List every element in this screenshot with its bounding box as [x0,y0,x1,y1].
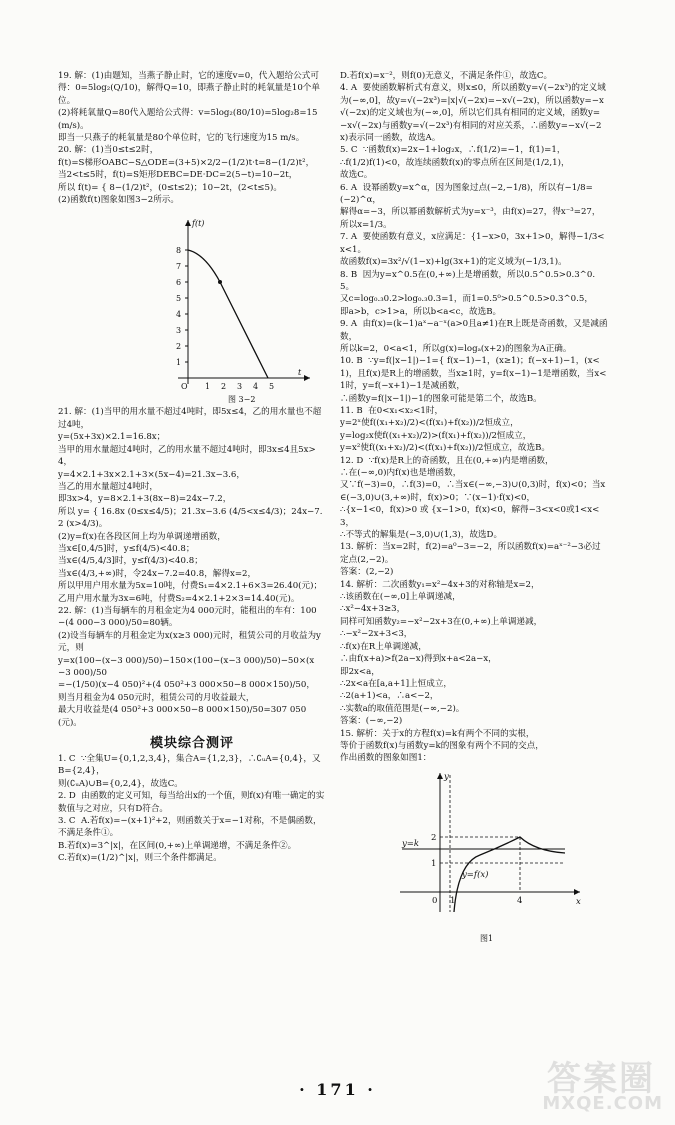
y-tick-8: 8 [176,246,182,256]
x-axis-label: t [298,368,302,378]
mc-answer-10: 10. B ∵y=f(|x−1|)−1={ f(x−1)−1，(x≥1)；f(−x+1)−1，(x<1)，且f(x)是R上的增函数，当x≥1时，y=f(x−1)−1是增函数，当x<1时，y=f(−x+1)−1是减函数， ∴函数y=f(|x−1|)−1的图象可能是第二个，故选B。 [340,356,607,404]
section-title: 模块综合测评 [149,736,234,752]
fill-answer-15: 15. 解析：关于x的方程f(x)=k有两个不同的实根， 等价于函数f(x)与函数y=k的图象有两个不同的交点， 作出函数的图象如图1： [340,728,544,764]
figure-1-caption: 图1 [480,933,494,943]
y-axis-arrow [437,773,443,779]
fill-answer-14: 14. 解析：二次函数y₁=x²−4x+3的对称轴是x=2， ∴该函数在(−∞,0]上单调递减， ∴x²−4x+3≥3， 同样可知函数y₂=−x²−2x+3在(0,+∞)上单调递减， ∴−x²−2x+3<3， ∴f(x)在R上单调递减， ∴由f(x+a)>f(2a−x)得到x+a<2a−x， 即2x<a， ∴2x<a在[a,a+1]上恒成立， ∴2(a+1)<a，∴a<−2， ∴实数a的取值范围是(−∞,−2)。 答案：(−∞,−2) [340,579,543,727]
mc-answer-7: 7. A 要使函数有意义，x应满足：{1−x>0，3x+1>0，解得−1/3<x<1。 故函数f(x)=3x²/√(1−x)+lg(3x+1)的定义域为(−1/3,1)。 [340,232,605,268]
figure-3-2-caption: 图 3−2 [228,395,256,405]
mc-answer-3: 3. C A.若f(x)=−(x+1)²+2，则函数关于x=−1对称，不是偶函数，不满足条件①。 B.若f(x)=3^|x|，在区间(0,+∞)上单调递增，不满足条件②。 C.若f(x)=(1/2)^|x|，则三个条件都满足。 [58,816,322,864]
x-axis-arrow [304,375,310,381]
watermark-line-1: 答案圈 [547,1059,655,1099]
solution-19: 19. 解：(1)由题知，当燕子静止时，它的速度v=0，代入题给公式可得：0=5log₂(Q/10)，解得Q=10，即燕子静止时的耗氧量是10个单位。 (2)将耗氧量Q=80代入题给公式得：v=5log₂(80/10)=5log₂8=15(m/s)。 即当一只燕子的耗氧量是80个单位时，它的飞行速度为15 m/s。 [58,71,320,144]
mc-answer-9: 9. A 由f(x)=(k−1)aˣ−a⁻ˣ(a>0且a≠1)在R上既是奇函数，又是减函数， 所以k=2，0<a<1，所以g(x)=logₐ(x+2)的图象为A正确。 [340,319,608,354]
page-number: · 171 · [299,1080,376,1099]
watermark-logo [517,1051,667,1119]
fig1-x-tick-4: 4 [517,895,523,906]
solution-22: 22. 解：(1)当每辆车的月租金定为4 000元时，能租出的车有：100−(4 000−3 000)/50=80辆。 (2)设当每辆车的月租金定为x(x≥3 000)元时，租赁公司的月收益为y元，则 y=x(100−(x−3 000)/50)−150×(100−(x−3 000)/50)−50×(x−3 000)/50 =−(1/50)(x−4 050)²+(4 050²+3 000×50−8 000×150)/50， 则当月租金为4 050元时，租赁公司的月收益最大， 最大月收益是(4 050²+3 000×50−8 000×150)/50=307 050(元)。 [58,605,321,728]
mc-answer-2: 2. D 由函数的定义可知，每当给出x的一个值，则f(x)有唯一确定的实数值与之对应，只有D符合。 [58,791,325,814]
fig1-label-k: y=k [402,838,420,849]
mc-answer-1: 1. C ∵全集U={0,1,2,3,4}，集合A={1,2,3}，∴∁ᵤA={0,4}，又B={2,4}， 则(∁ᵤA)∪B={0,2,4}，故选C。 [58,754,321,789]
y-tick-5: 5 [176,294,182,304]
left-column [58,70,326,865]
solution-21: 21. 解：(1)当甲的用水量不超过4吨时，即5x≤4，乙的用水量也不超过4吨， y=(5x+3x)×2.1=16.8x； 当甲的用水量超过4吨时，乙的用水量不超过4吨时，即3x≤4且5x>4， y=4×2.1+3x×2.1+3×(5x−4)=21.3x−3.6， 当乙的用水量超过4吨时， 即3x>4，y=8×2.1+3(8x−8)=24x−7.2， 所以 y= { 16.8x (0≤x≤4/5)；21.3x−3.6 (4/5<x≤4/3)；24x−7.2 (x>4/3)。 (2)y=f(x)在各段区间上均为单调递增函数， 当x∈[0,4/5]时，y≤f(4/5)<40.8； 当x∈(4/5,4/3]时，y≤f(4/3)<40.8； 当x∈(4/3,+∞)时，令24x−7.2=40.8，解得x=2， 所以甲用户用水量为5x=10吨，付费S₁=4×2.1+6×3=26.40(元)； 乙用户用水量为3x=6吨，付费S₂=4×2.1+2×3=14.40(元)。 [58,407,323,604]
mc-answer-5: 5. C ∵函数f(x)=2x−1+log₂x，∴f(1/2)=−1，f(1)=1， ∴f(1/2)f(1)<0，故连续函数f(x)的零点所在区间是(1/2,1)， 故选C。 [340,145,570,181]
x-tick-group [181,219,302,391]
mc-answer-12: 12. D ∵f(x)是R上的奇函数，且在(0,+∞)内是增函数， ∴在(−∞,0)内f(x)也是增函数， 又∵f(−3)=0，∴f(3)=0，∴当x∈(−∞,−3)∪(0,3)时，f(x)<0；当x∈(−3,0)∪(3,+∞)时，f(x)>0；∵(x−1)·f(x)<0， ∴{x−1<0，f(x)>0 或 {x−1>0，f(x)<0，解得−3<x<0或1<x<3， ∴不等式的解集是(−3,0)∪(1,3)，故选D。 [340,455,606,541]
y-axis-arrow [185,220,191,226]
fill-answer-13: 13. 解析：当x=2时，f(2)=a⁰−3=−2，所以函数f(x)=aˣ⁻²−3必过定点(2,−2)。 答案：(2,−2) [340,542,601,578]
mc-answer-8: 8. B 因为y=x^0.5在(0,+∞)上是增函数，所以0.5^0.5>0.3^0.5。 又c=log₀.₃0.2>log₀.₃0.3=1，而1=0.5⁰>0.5^0.5>0.3^0.5， 即a>b，c>1>a，所以b<a<c，故选B。 [340,269,596,317]
x-tick-2: 2 [221,382,227,392]
mc-answer-4: 4. A 要使函数解析式有意义，则x≤0，所以函数y=√(−2x³)的定义域为(−∞,0]，故y=√(−2x³)=|x|√(−2x)=−x√(−2x)，所以函数y=−x√(−2x)的定义域也为(−∞,0]，所以它们具有相同的定义域，函数y=−x√(−2x)与函数y=√(−2x³)有相同的对应关系，∴函数y=−x√(−2x)表示同一函数，故选A。 [340,83,606,144]
x-tick-5: 5 [269,382,275,392]
figure-1 [340,767,608,943]
right-column [340,70,608,943]
break-point [218,280,222,284]
x-tick-4: 4 [253,382,259,392]
function-curve [188,250,268,378]
y-tick-7: 7 [176,262,182,272]
solution-20: 20. 解：(1)当0≤t≤2时， f(t)=S梯形OABC−S△ODE=(3+5)×2/2−(1/2)t·t=8−(1/2)t²， 当2<t≤5时，f(t)=S矩形DEBC=DE·DC=2(5−t)=10−2t， 所以 f(t)= { 8−(1/2)t²，(0≤t≤2)；10−2t，(2<t≤5)。 (2)函数f(t)图象如图3−2所示。 [58,145,315,206]
origin-label: O [181,382,188,392]
fig1-x-tick-1: 1 [450,895,456,906]
y-tick-2: 2 [176,342,182,352]
x-tick-3: 3 [237,382,243,392]
fig1-y-tick-1: 1 [431,858,437,869]
fig1-x-label: x [576,896,581,907]
y-tick-1: 1 [176,358,182,368]
y-tick-4: 4 [176,310,182,320]
y-tick-group [176,246,188,367]
y-axis-label: f(t) [192,219,205,229]
fig1-labels [401,772,581,907]
figure-3-2 [58,208,326,405]
figure-3-2-graph [58,208,326,396]
fig1-y-label: y [444,771,449,782]
y-tick-6: 6 [176,278,182,288]
watermark-line-2: MXQE.COM [542,1093,663,1114]
y-tick-3: 3 [176,326,182,336]
mc-answer-3d: D.若f(x)=x⁻²，则f(0)无意义，不满足条件①，故选C。 [340,71,553,81]
x-axis-arrow [574,889,580,895]
figure-1-graph [340,767,608,917]
fig1-origin: 0 [432,895,438,906]
x-tick-1: 1 [205,382,211,392]
mc-answer-11: 11. B 在0<x₁<x₂<1时， y=2ˣ使f((x₁+x₂)/2)<(f(x₁)+f(x₂))/2恒成立， y=log₂x使f((x₁+x₂)/2)>(f(x₁)+f(x₂))/2恒成立， y=x²使f((x₁+x₂)/2)<(f(x₁)+f(x₂))/2恒成立，故选B。 [340,405,550,454]
fig1-y-tick-2: 2 [431,832,437,843]
fig1-label-f: y=f(x) [462,869,489,880]
mc-answer-6: 6. A 设幂函数y=x^α，因为图象过点(−2,−1/8)，所以有−1/8=(−2)^α， 解得α=−3，所以幂函数解析式为y=x⁻³，由f(x)=27，得x⁻³=27，所以x=1/3。 [340,182,601,230]
